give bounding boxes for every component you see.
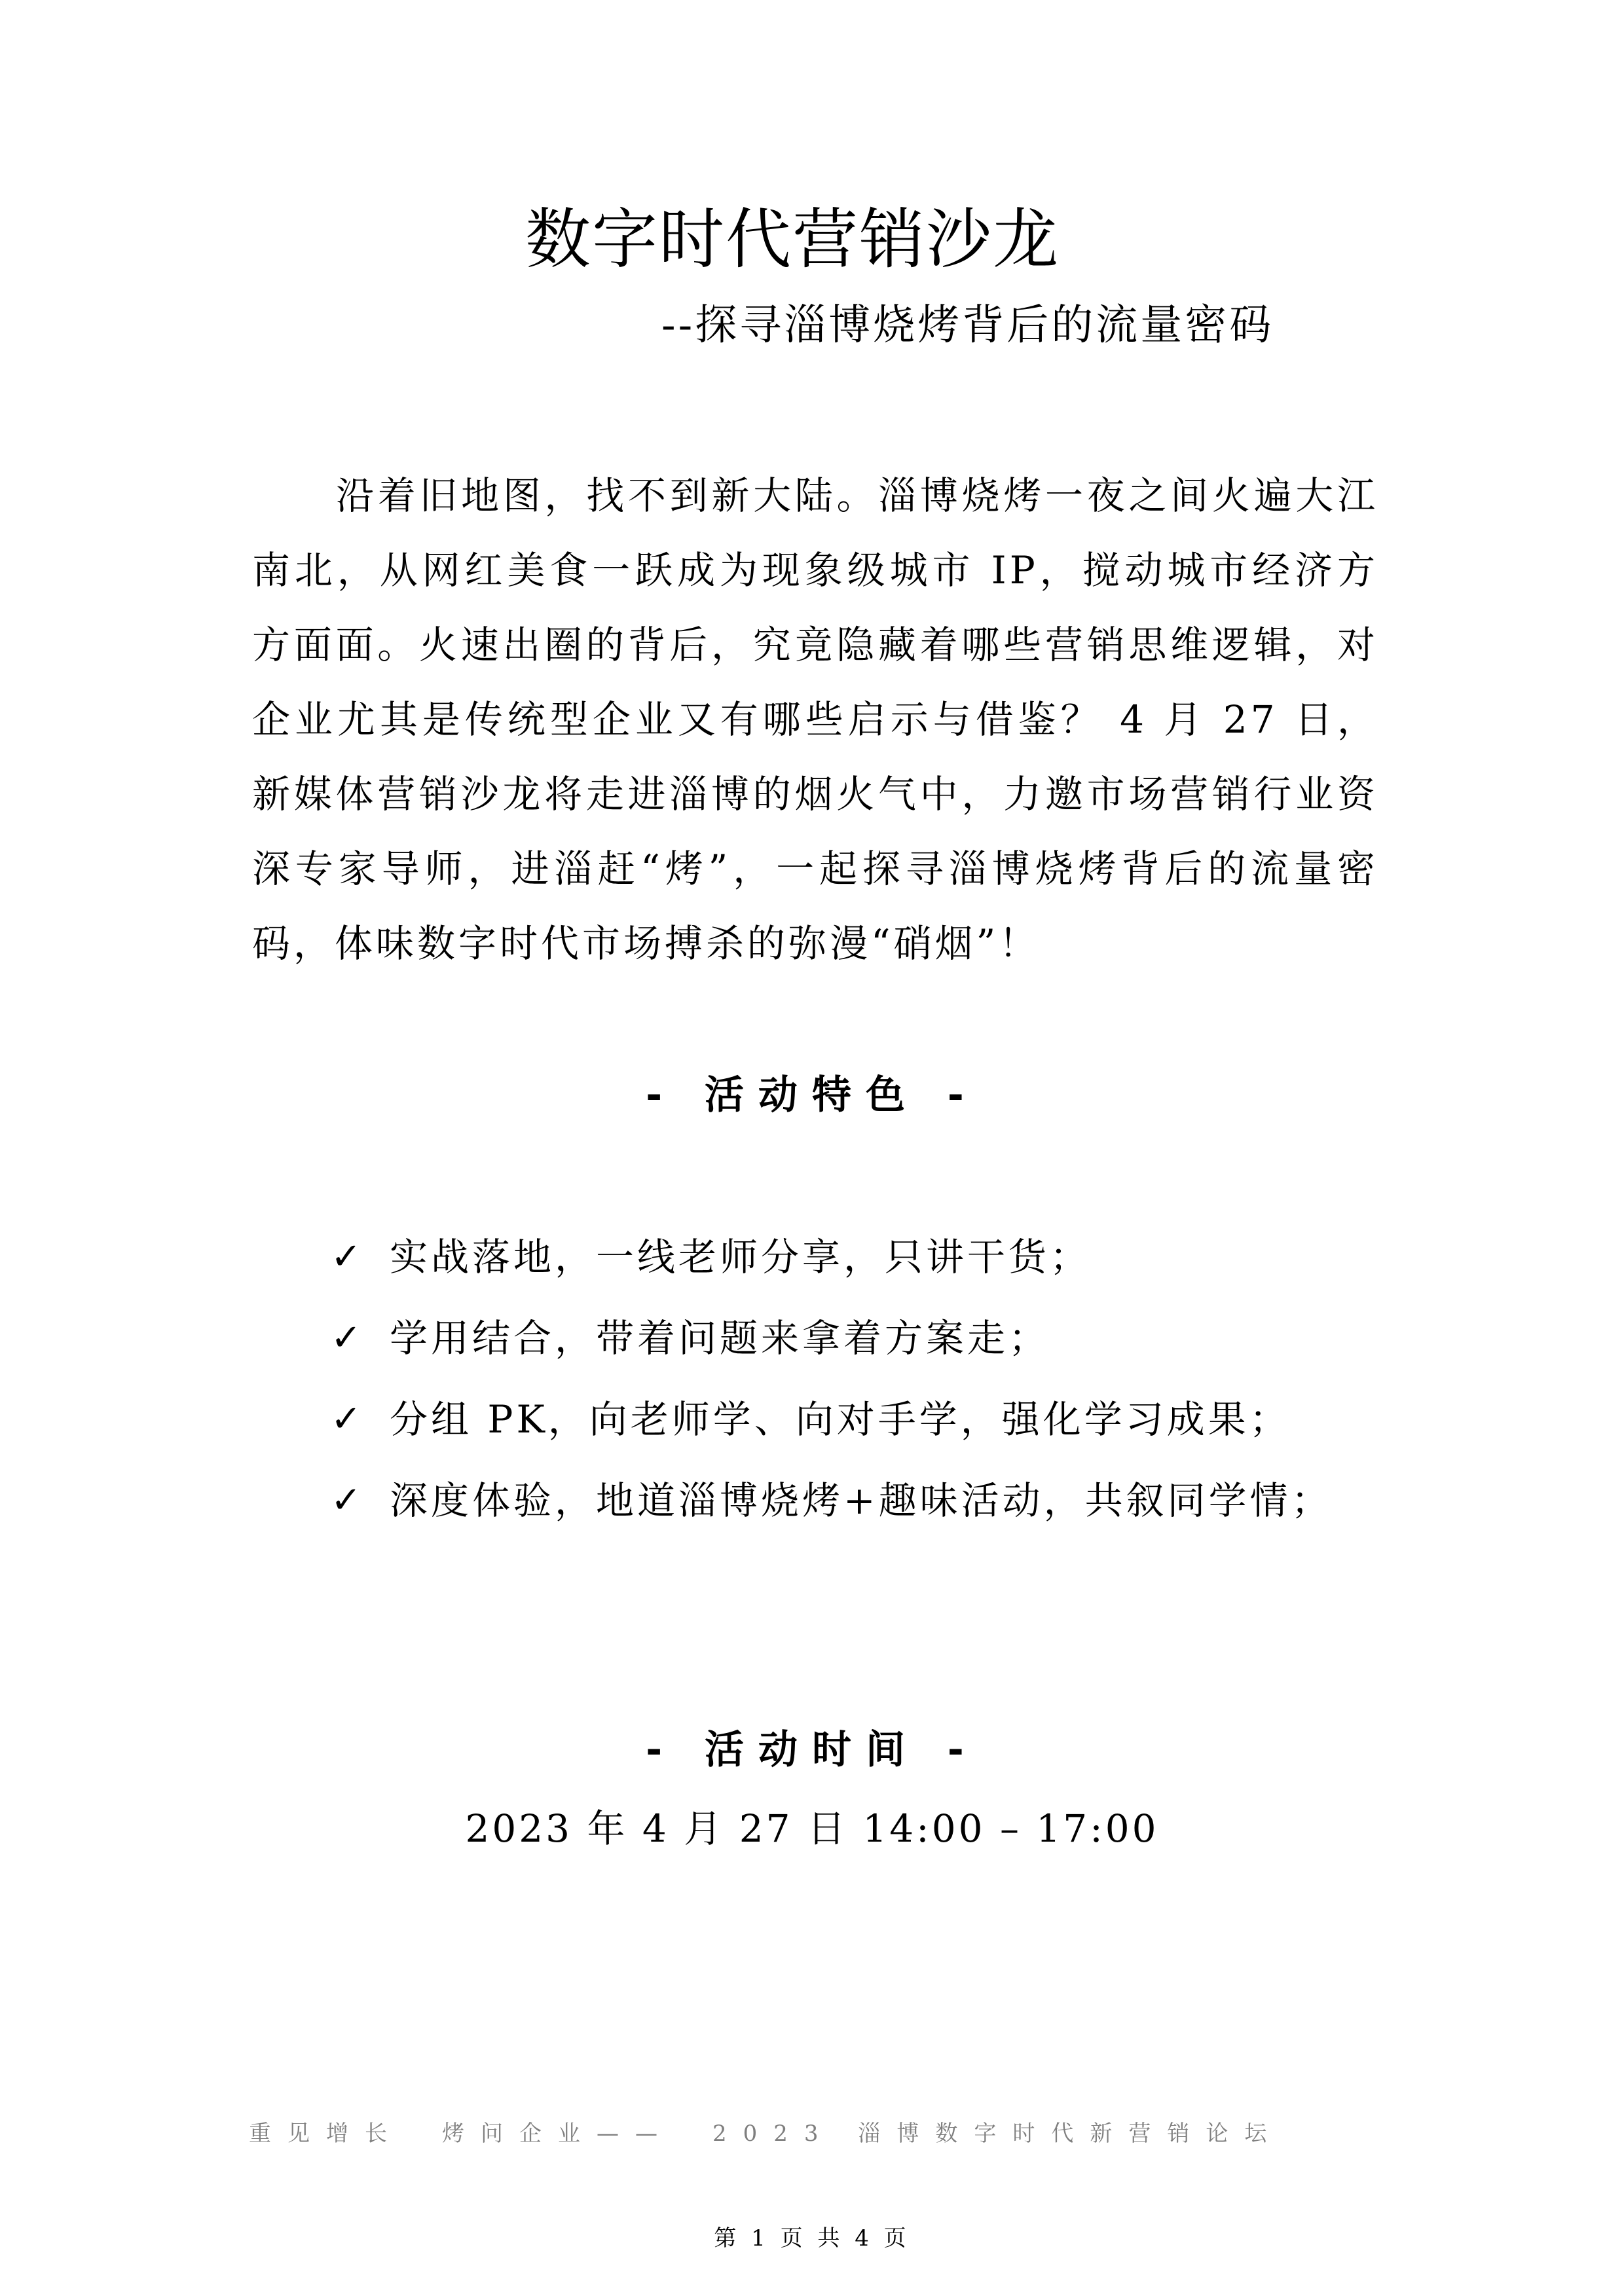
features-heading: - 活动特色 - <box>646 1072 978 1118</box>
footer-banner: 重见增长 烤问企业—— 2023 淄博数字时代新营销论坛 <box>249 2121 1283 2147</box>
features-list <box>331 1216 1333 1541</box>
intro-paragraph: 沿着旧地图，找不到新大陆。淄博烧烤一夜之间火遍大江南北，从网红美食一跃成为现象级城市 IP，搅动城市经济方方面面。火速出圈的背后，究竟隐藏着哪些营销思维逻辑，对企业尤其是传统型企业又有哪些启示与借鉴？ 4 月 27 日，新媒体营销沙龙将走进淄博的烟火气中，力邀市场营销行业资深专家导师，进淄赶“烤”，一起探寻淄博烧烤背后的流量密码，体味数字时代市场搏杀的弥漫“硝烟”！ <box>252 473 1378 966</box>
list-item <box>331 1460 1333 1541</box>
checkmark-icon: ✓ <box>331 1398 365 1440</box>
schedule-heading: - 活动时间 - <box>646 1727 978 1773</box>
checkmark-icon: ✓ <box>331 1479 365 1522</box>
feature-text: 实战落地，一线老师分享，只讲干货； <box>390 1235 1092 1279</box>
event-time: 2023 年 4 月 27 日 14:00 – 17:00 <box>465 1806 1159 1851</box>
checkmark-icon: ✓ <box>331 1235 365 1278</box>
page-subtitle: --探寻淄博烧烤背后的流量密码 <box>661 301 1274 350</box>
feature-text: 深度体验，地道淄博烧烤+趣味活动，共叙同学情； <box>390 1478 1333 1523</box>
feature-text: 分组 PK，向老师学、向对手学，强化学习成果； <box>390 1397 1291 1442</box>
list-item <box>331 1216 1333 1298</box>
list-item <box>331 1298 1333 1379</box>
page-number: 第 1 页 共 4 页 <box>714 2225 910 2251</box>
page-title: 数字时代营销沙龙 <box>525 201 1060 278</box>
list-item <box>331 1379 1333 1460</box>
feature-text: 学用结合，带着问题来拿着方案走； <box>390 1316 1050 1360</box>
checkmark-icon: ✓ <box>331 1317 365 1359</box>
